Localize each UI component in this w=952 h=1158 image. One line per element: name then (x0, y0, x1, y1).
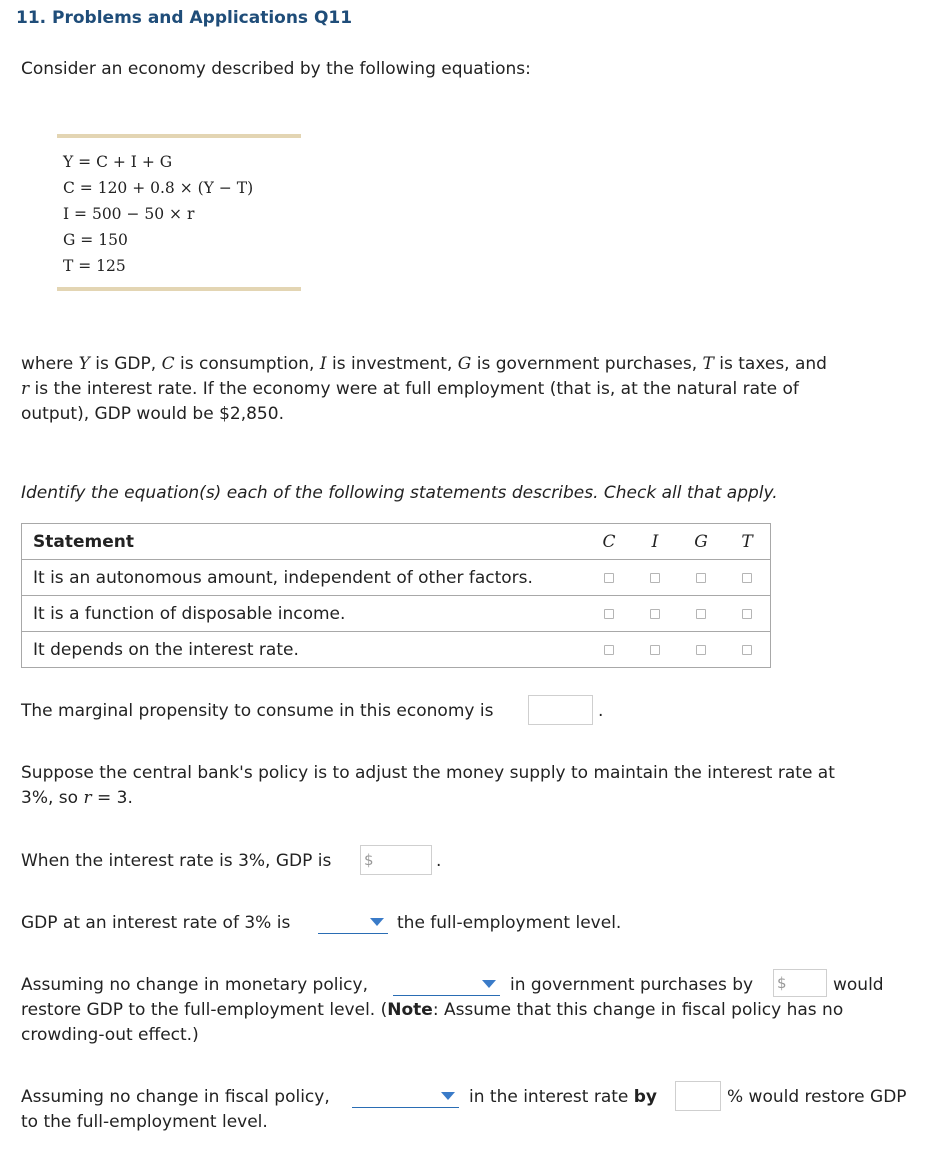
checkbox-row1-t[interactable] (742, 573, 752, 583)
fiscal-after-text: would (833, 975, 884, 995)
monetary-text: Assuming no change in fiscal policy, (21, 1087, 330, 1107)
fiscal-text: Assuming no change in monetary policy, (21, 975, 368, 995)
statements-table (21, 523, 771, 668)
monetary-dropdown[interactable] (352, 1088, 459, 1108)
table-header-row (22, 524, 771, 560)
checkbox-row3-g[interactable] (696, 645, 706, 655)
table-row (22, 632, 771, 668)
checkbox-row1-c[interactable] (604, 573, 614, 583)
fiscal-dropdown[interactable] (393, 976, 500, 996)
checkbox-row2-g[interactable] (696, 609, 706, 619)
gdp-compare-dropdown[interactable] (318, 914, 388, 934)
page-title: 11. Problems and Applications Q11 (16, 8, 353, 28)
table-row (22, 596, 771, 632)
monetary-continuation: to the full-employment level. (21, 1112, 268, 1132)
dropdown-arrow-icon (370, 918, 384, 926)
checkbox-row2-t[interactable] (742, 609, 752, 619)
monetary-middle-text: in the interest rate by (469, 1087, 658, 1107)
checkbox-row3-i[interactable] (650, 645, 660, 655)
fiscal-middle-text: in government purchases by (510, 975, 754, 995)
gdp-compare-after: the full-employment level. (397, 913, 622, 933)
column-header-g: G (678, 524, 724, 560)
gdp-input[interactable] (360, 845, 432, 875)
monetary-after-text: % would restore GDP (727, 1087, 907, 1107)
gdp-period: . (436, 851, 442, 871)
equation-consumption: C = 120 + 0.8 × (Y − T) (63, 179, 254, 197)
checkbox-row1-i[interactable] (650, 573, 660, 583)
checkbox-row2-c[interactable] (604, 609, 614, 619)
equation-investment: I = 500 − 50 × r (63, 205, 195, 223)
checkbox-row3-c[interactable] (604, 645, 614, 655)
checkbox-row2-i[interactable] (650, 609, 660, 619)
mpc-question: The marginal propensity to consume in this economy is (21, 701, 494, 721)
equation-taxes: T = 125 (63, 257, 126, 275)
intro-text: Consider an economy described by the following equations: (21, 59, 531, 79)
dropdown-arrow-icon (482, 980, 496, 988)
where-paragraph: where Y is GDP, C is consumption, I is investment, G is government purchases, T is taxes, and r is the interest rate. If the economy were at full employment (that is, at the natural rate of output), GDP would be $2,850. (21, 354, 827, 424)
fiscal-dollar-sign: $ (777, 974, 787, 992)
checkbox-row1-g[interactable] (696, 573, 706, 583)
gdp-dollar-sign: $ (364, 851, 374, 869)
column-header-t: T (724, 524, 771, 560)
fiscal-amount-input[interactable] (773, 969, 827, 997)
dropdown-arrow-icon (441, 1092, 455, 1100)
suppose-paragraph: Suppose the central bank's policy is to adjust the money supply to maintain the interest rate at 3%, so r = 3. (21, 763, 835, 808)
equations-box (57, 134, 301, 291)
statement-label: It depends on the interest rate. (22, 632, 587, 668)
equation-government: G = 150 (63, 231, 128, 249)
equation-gdp: Y = C + I + G (63, 153, 173, 171)
statement-header: Statement (22, 524, 587, 560)
mpc-input[interactable] (528, 695, 593, 725)
monetary-rate-input[interactable] (675, 1081, 721, 1111)
checkbox-row3-t[interactable] (742, 645, 752, 655)
gdp-question: When the interest rate is 3%, GDP is (21, 851, 332, 871)
table-row (22, 560, 771, 596)
fiscal-continuation: restore GDP to the full-employment level. (Note: Assume that this change in fiscal policy has no crowding-out effect.) (21, 1000, 844, 1045)
column-header-i: I (632, 524, 678, 560)
column-header-c: C (586, 524, 632, 560)
mpc-period: . (598, 701, 604, 721)
gdp-compare-text: GDP at an interest rate of 3% is (21, 913, 291, 933)
identify-prompt: Identify the equation(s) each of the following statements describes. Check all that apply. (21, 483, 778, 503)
statement-label: It is a function of disposable income. (22, 596, 587, 632)
statement-label: It is an autonomous amount, independent of other factors. (22, 560, 587, 596)
